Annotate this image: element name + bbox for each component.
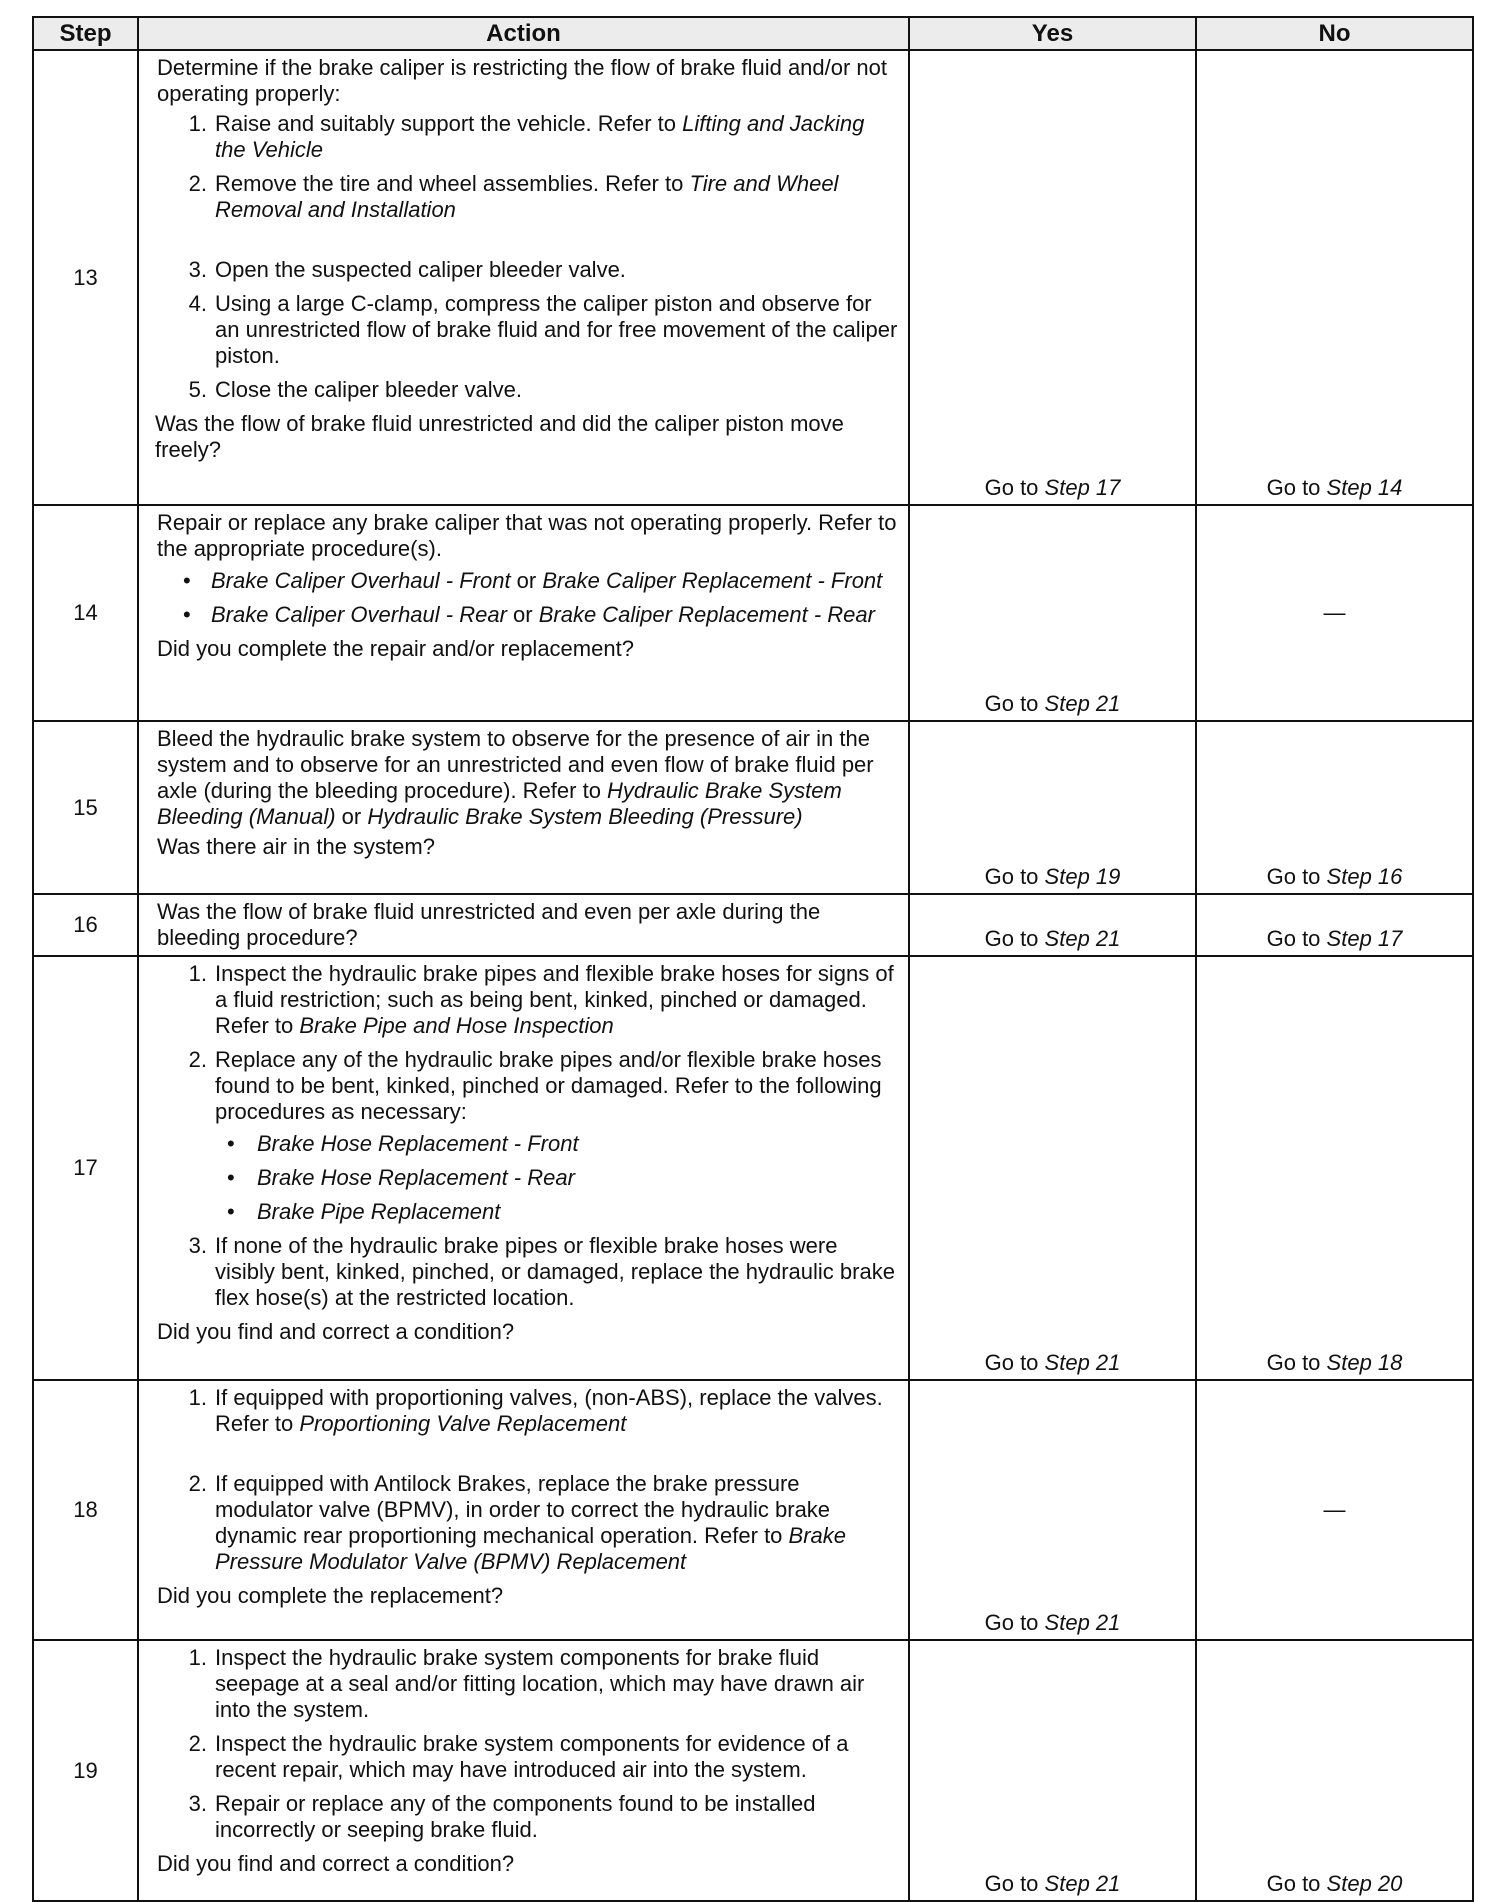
yes-cell [909,1380,1196,1640]
no-cell [1196,1380,1473,1640]
action-cell [138,50,909,505]
step-number: 14 [33,505,138,721]
list-item: 1. Inspect the hydraulic brake pipes and flexible brake hoses for signs of a fluid restriction; such as being bent, kinked, pinched or damaged. Refer to Brake Pipe and Hose Inspection [188,961,894,1038]
action-intro: Determine if the brake caliper is restricting the flow of brake fluid and/or not operating properly: [157,55,888,106]
procedure-bullets [157,568,900,628]
action-intro: Bleed the hydraulic brake system to observe for the presence of air in the system and to observe for an unrestricted and even flow of brake fluid per axle (during the bleeding procedure). Refer to Hydraulic Brake System Bleeding (Manual) or Hydraulic Brake System Bleeding (Pressure) [157,726,874,829]
no-cell [1196,505,1473,721]
header-no: No [1196,17,1473,50]
list-item: 3. Repair or replace any of the components found to be installed incorrectly or seeping brake fluid. [188,1791,816,1842]
step-number: 17 [33,956,138,1380]
table-row-step-17 [33,956,1473,1380]
table-row-step-14 [33,505,1473,721]
yes-cell [909,50,1196,505]
yes-cell [909,956,1196,1380]
action-cell [138,1380,909,1640]
yes-goto: Go to Step 19 [984,864,1121,889]
question-text: Did you complete the repair and/or replacement? [157,636,634,661]
yes-goto: Go to Step 17 [984,475,1121,500]
question-text: Was the flow of brake fluid unrestricted and did the caliper piston move freely? [155,411,844,462]
action-cell [138,505,909,721]
list-item: 1. If equipped with proportioning valves, (non-ABS), replace the valves. Refer to Proportioning Valve Replacement [188,1385,883,1436]
procedure-reference: Brake Pressure Modulator Valve (BPMV) Replacement [215,1523,847,1574]
action-cell [138,956,909,1380]
yes-cell [909,505,1196,721]
yes-cell [909,721,1196,894]
yes-goto: Go to Step 21 [984,1350,1121,1375]
no-cell [1196,1640,1473,1901]
step-number: 16 [33,894,138,956]
procedure-reference: Brake Pipe and Hose Inspection [299,1013,614,1038]
yes-goto: Go to Step 21 [984,1871,1121,1896]
question-text: Did you complete the replacement? [157,1583,504,1608]
no-goto: Go to Step 17 [1266,926,1403,951]
header-yes: Yes [909,17,1196,50]
list-item: 2. Replace any of the hydraulic brake pipes and/or flexible brake hoses found to be bent, kinked, pinched or damaged. Refer to the following procedures as necessary: • Brake Hose Replacement - Front • Brake Hose Replacement - Rear • Brake Pipe Replacement [157,1047,900,1225]
table-row-step-18 [33,1380,1473,1640]
yes-goto: Go to Step 21 [984,1610,1121,1635]
procedure-list [157,111,900,403]
list-item: 4. Using a large C-clamp, compress the caliper piston and observe for an unrestricted flow of brake fluid and for free movement of the caliper piston. [188,291,898,368]
yes-cell [909,1640,1196,1901]
list-item: 3. Open the suspected caliper bleeder valve. [188,257,626,282]
no-cell [1196,721,1473,894]
header-action: Action [138,17,909,50]
step-number: 19 [33,1640,138,1901]
list-item: • Brake Hose Replacement - Front [227,1131,579,1156]
procedure-list [157,1645,900,1843]
list-item: 2. If equipped with Antilock Brakes, replace the brake pressure modulator valve (BPMV), in order to correct the hydraulic brake dynamic rear proportioning mechanical operation. Refer to Brake Pressure Modulator Valve (BPMV) Replacement [188,1471,847,1574]
list-item: 2. Inspect the hydraulic brake system components for evidence of a recent repair, which may have introduced air into the system. [188,1731,849,1782]
table-row-step-19 [33,1640,1473,1901]
procedure-reference: Hydraulic Brake System Bleeding (Manual) [157,778,842,829]
action-cell [138,1640,909,1901]
no-goto: Go to Step 14 [1266,475,1403,500]
no-cell [1196,894,1473,956]
no-dash: — [1323,1497,1346,1522]
list-item: • Brake Caliper Overhaul - Front or Brake Caliper Replacement - Front [183,568,883,593]
procedure-reference: Hydraulic Brake System Bleeding (Pressure) [367,804,803,829]
step-number: 15 [33,721,138,894]
diagnostic-table [32,16,1474,1902]
procedure-reference: Tire and Wheel Removal and Installation [215,171,839,222]
yes-cell [909,894,1196,956]
table-row-step-13 [33,50,1473,505]
procedure-list [157,1385,900,1575]
header-row [33,17,1473,50]
action-intro: Repair or replace any brake caliper that was not operating properly. Refer to the appropriate procedure(s). [157,510,897,561]
question-text: Was the flow of brake fluid unrestricted and even per axle during the bleeding procedure? [157,899,821,950]
list-item: 1. Raise and suitably support the vehicle. Refer to Lifting and Jacking the Vehicle [188,111,865,162]
no-goto: Go to Step 20 [1266,1871,1403,1896]
action-cell [138,721,909,894]
list-item: 1. Inspect the hydraulic brake system components for brake fluid seepage at a seal and/or fitting location, which may have drawn air into the system. [188,1645,865,1722]
procedure-list [157,961,900,1311]
no-cell [1196,956,1473,1380]
list-item: 3. If none of the hydraulic brake pipes or flexible brake hoses were visibly bent, kinked, pinched, or damaged, replace the hydraulic brake flex hose(s) at the restricted location. [188,1233,895,1310]
header-step: Step [33,17,138,50]
procedure-reference: Proportioning Valve Replacement [299,1411,627,1436]
table-row-step-16 [33,894,1473,956]
question-text: Did you find and correct a condition? [157,1851,515,1876]
step-number: 13 [33,50,138,505]
yes-goto: Go to Step 21 [984,926,1121,951]
procedure-reference: Lifting and Jacking the Vehicle [215,111,865,162]
no-goto: Go to Step 16 [1266,864,1403,889]
no-goto: Go to Step 18 [1266,1350,1403,1375]
question-text: Was there air in the system? [157,834,435,859]
yes-goto: Go to Step 21 [984,691,1121,716]
list-item: 5. Close the caliper bleeder valve. [188,377,522,402]
list-item: 2. Remove the tire and wheel assemblies. Refer to Tire and Wheel Removal and Installation [188,171,839,222]
procedure-bullets [215,1131,900,1225]
diagnostic-table-page [32,16,1472,1902]
list-item: • Brake Caliper Overhaul - Rear or Brake Caliper Replacement - Rear [183,602,875,627]
list-item: • Brake Pipe Replacement [227,1199,501,1224]
action-cell [138,894,909,956]
question-text: Did you find and correct a condition? [157,1319,515,1344]
list-item: • Brake Hose Replacement - Rear [227,1165,575,1190]
table-row-step-15 [33,721,1473,894]
step-number: 18 [33,1380,138,1640]
no-dash: — [1323,600,1346,625]
no-cell [1196,50,1473,505]
